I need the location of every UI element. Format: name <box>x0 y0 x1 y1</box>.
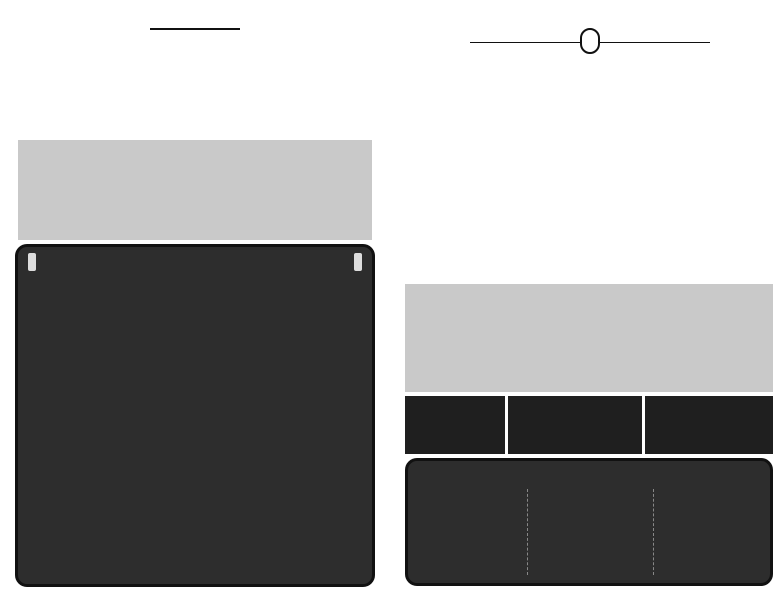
glass-icon <box>354 253 362 271</box>
favorite-pizza <box>413 491 523 512</box>
sandwiches-title <box>580 28 600 54</box>
under-10-panel <box>405 284 773 392</box>
divider <box>653 489 654 575</box>
affordable-apps-panel <box>18 140 372 240</box>
starters-heading <box>150 28 240 30</box>
glass-icon <box>28 253 36 271</box>
item-smoked-sausage <box>605 348 773 352</box>
item-porky-the-pig <box>405 288 555 292</box>
affordable-apps-stamp <box>171 136 218 224</box>
desserts-box <box>645 396 773 454</box>
under-10-stamp <box>568 287 598 361</box>
drinks-box <box>405 396 505 454</box>
item-blt <box>605 288 773 292</box>
sandwiches-heading <box>470 30 710 52</box>
favorite-mac-cheese-bowl <box>656 491 770 512</box>
divider <box>527 489 528 575</box>
sides-box <box>508 396 642 454</box>
smokehouse-signatures-board <box>15 244 375 587</box>
favorite-rice-bowl <box>530 491 650 512</box>
county-line-favorites-board <box>405 458 773 586</box>
item-well-hot-dog <box>405 350 555 354</box>
